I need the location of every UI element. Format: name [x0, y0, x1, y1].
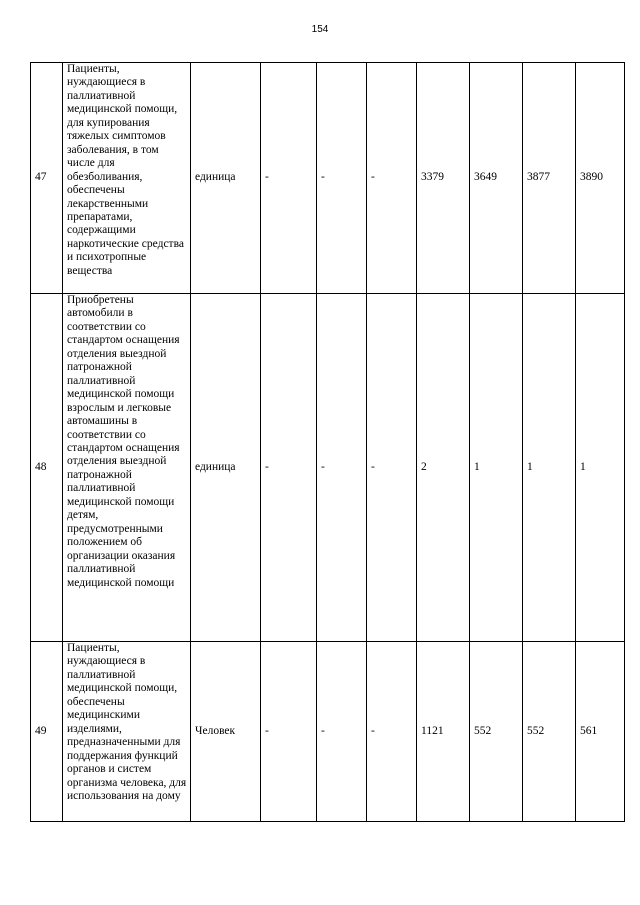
indicator-description: Приобретены автомобили в соответствии со стандартом оснащения отделения выездной патронажной паллиативной медицинской помощи взрослым и легковые автомашины в соответствии со стандартом оснащения отделения выездной патронажной паллиативной медицинской помощи детям, предусмотренными положением об организации оказания паллиативной медицинской помощи: [63, 294, 191, 642]
value-cell: 2: [417, 294, 470, 642]
empty-value-cell: -: [317, 294, 367, 642]
value-cell: 1121: [417, 642, 470, 822]
value-cell: 3649: [470, 63, 523, 294]
empty-value-cell: -: [261, 63, 317, 294]
indicator-description: Пациенты, нуждающиеся в паллиативной медицинской помощи, обеспечены медицинскими изделиями, предназначенными для поддержания функций органов и систем организма человека, для использования на дому: [63, 642, 191, 822]
row-number: 47: [31, 63, 63, 294]
value-cell: 552: [470, 642, 523, 822]
value-cell: 3379: [417, 63, 470, 294]
row-number: 48: [31, 294, 63, 642]
empty-value-cell: -: [367, 294, 417, 642]
empty-value-cell: -: [317, 63, 367, 294]
row-number: 49: [31, 642, 63, 822]
empty-value-cell: -: [261, 294, 317, 642]
value-cell: 552: [523, 642, 576, 822]
indicator-description: Пациенты, нуждающиеся в паллиативной медицинской помощи, для купирования тяжелых симптомов заболевания, в том числе для обезболивания, обеспечены лекарственными препаратами, содержащими наркотические средства и психотропные вещества: [63, 63, 191, 294]
empty-value-cell: -: [261, 642, 317, 822]
empty-value-cell: -: [317, 642, 367, 822]
value-cell: 3890: [576, 63, 625, 294]
table-row: [31, 294, 625, 642]
value-cell: 3877: [523, 63, 576, 294]
value-cell: 1: [576, 294, 625, 642]
value-cell: 561: [576, 642, 625, 822]
unit-cell: единица: [191, 294, 261, 642]
value-cell: 1: [470, 294, 523, 642]
empty-value-cell: -: [367, 642, 417, 822]
indicator-table: [30, 62, 625, 822]
unit-cell: единица: [191, 63, 261, 294]
value-cell: 1: [523, 294, 576, 642]
page-number: 154: [311, 24, 329, 35]
unit-cell: Человек: [191, 642, 261, 822]
empty-value-cell: -: [367, 63, 417, 294]
table-row: [31, 63, 625, 294]
table-row: [31, 642, 625, 822]
